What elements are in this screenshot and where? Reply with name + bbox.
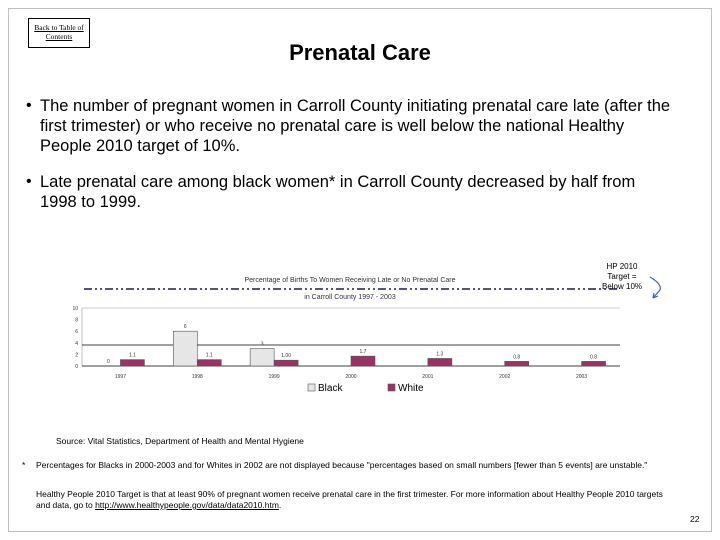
y-tick-label: 6 xyxy=(75,329,78,336)
bar-black-1998 xyxy=(173,331,197,366)
legend-label-white: White xyxy=(398,383,424,394)
hp-target-description xyxy=(36,489,676,511)
data-label-black: 6 xyxy=(183,324,187,331)
y-tick-label: 2 xyxy=(75,352,78,359)
bar-white-1997 xyxy=(120,360,144,366)
bullet-item xyxy=(26,172,676,212)
hp-target-note: HP 2010 Target = Below 10% xyxy=(601,262,643,291)
y-tick-label: 4 xyxy=(75,340,78,347)
bar-white-1998 xyxy=(197,360,221,366)
data-label-white: 0.8 xyxy=(513,354,521,361)
bullet-dot-icon: • xyxy=(26,173,32,190)
data-label-white: 1.3 xyxy=(436,351,444,358)
data-label-white: 1.00 xyxy=(281,353,292,360)
bullet-dot-icon: • xyxy=(26,97,32,114)
legend-label-black: Black xyxy=(318,383,343,394)
bullet-item xyxy=(26,96,676,156)
bar-white-2002 xyxy=(505,361,529,366)
data-label-white: 1.1 xyxy=(128,352,136,359)
data-label-white: 1.1 xyxy=(205,352,213,359)
back-to-contents-link[interactable]: Back to Table of Contents xyxy=(28,18,90,48)
source-note: Source: Vital Statistics, Department of Health and Mental Hygiene xyxy=(56,436,304,446)
data-label-black: 0 xyxy=(107,359,110,365)
bar-white-2001 xyxy=(428,358,452,366)
x-tick-label: 1997 xyxy=(114,374,126,380)
bullet-list xyxy=(26,96,676,228)
data-label-white: 0.8 xyxy=(590,354,598,361)
chart-title-line-1: Percentage of Births To Women Receiving Late or No Prenatal Care xyxy=(244,277,456,284)
x-tick-label: 2003 xyxy=(576,374,588,380)
legend-swatch-black xyxy=(308,384,315,391)
bar-white-2003 xyxy=(582,361,606,366)
curved-arrow-icon xyxy=(648,276,664,300)
bar-black-1999 xyxy=(250,349,274,366)
hp-target-text: Healthy People 2010 Target is that at least 90% of pregnant women receive prenatal care in the first trimester. For more information about Healthy People 2010 targets and data, go to xyxy=(36,489,663,510)
y-tick-label: 8 xyxy=(75,317,78,324)
healthy-people-link[interactable]: http://www.healthypeople.gov/data/data2010.htm xyxy=(95,500,279,510)
legend-swatch-white xyxy=(388,384,395,391)
data-label-white: 1.7 xyxy=(359,349,367,356)
bullet-text: The number of pregnant women in Carroll County initiating prenatal care late (after the first trimester) or who receive no prenatal care is well below the national Healthy People 2010 target of 10%. xyxy=(40,97,671,155)
slide-title xyxy=(0,40,720,66)
footnote xyxy=(22,460,662,471)
prenatal-care-chart xyxy=(60,270,620,400)
x-tick-label: 2000 xyxy=(345,374,357,380)
bar-white-2000 xyxy=(351,356,375,366)
x-tick-label: 1999 xyxy=(268,374,280,380)
footnote-marker: * xyxy=(22,460,26,470)
data-label-black: 3 xyxy=(260,341,264,348)
x-tick-label: 2002 xyxy=(499,374,511,380)
footnote-text: Percentages for Blacks in 2000-2003 and for Whites in 2002 are not displayed because "percentages based on small numbers [fewer than 5 events] are unstable." xyxy=(36,460,648,470)
x-tick-label: 1998 xyxy=(191,374,203,380)
hp-target-end: . xyxy=(278,500,282,510)
bar-white-1999 xyxy=(274,360,298,366)
title-text: Prenatal Care xyxy=(289,40,431,65)
chart-title-line-2: in Carroll County 1997 - 2003 xyxy=(304,294,396,301)
page-number: 22 xyxy=(690,514,700,524)
bullet-text: Late prenatal care among black women* in Carroll County decreased by half from 1998 to 1999. xyxy=(40,173,636,211)
y-tick-label: 0 xyxy=(75,364,78,370)
y-tick-label: 10 xyxy=(72,306,78,312)
x-tick-label: 2001 xyxy=(422,374,434,380)
